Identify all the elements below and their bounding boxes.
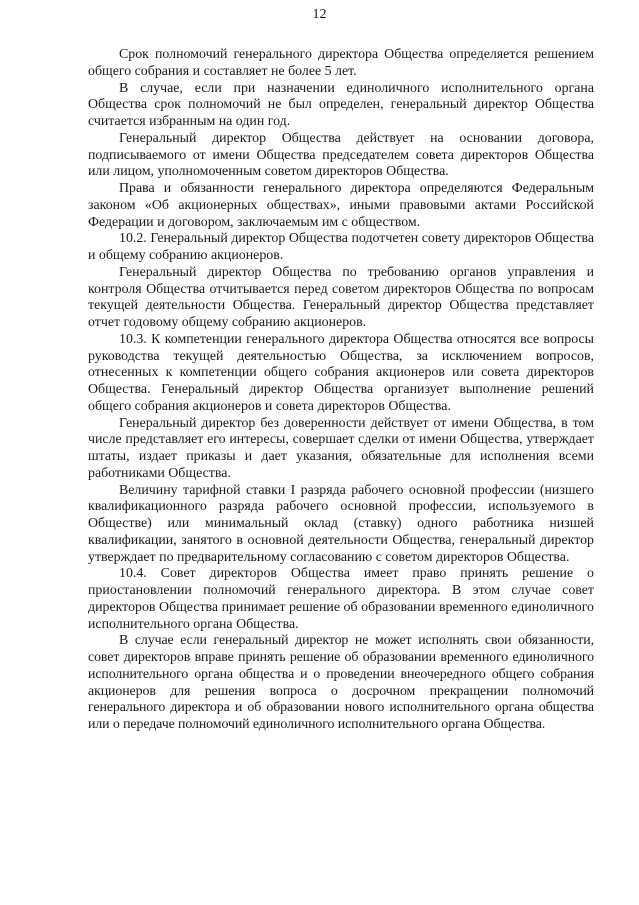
paragraph-rights-duties: Права и обязанности генерального директора определяются Федеральным законом «Об акционерных обществах», иными правовыми актами Российской Федерации и договором, заключаемым им с обществом.	[88, 181, 594, 230]
paragraph-10-2: 10.2. Генеральный директор Общества подотчетен совету директоров Общества и общему собранию акционеров.	[88, 231, 594, 263]
paragraph-10-4: 10.4. Совет директоров Общества имеет право принять решение о приостановлении полномочий генерального директора. В этом случае совет директоров Общества принимает решение об образовании временного единоличного исполнительного органа Общества.	[88, 566, 594, 632]
paragraph-temporary-body: В случае если генеральный директор не может исполнять свои обязанности, совет директоров вправе принять решение об образовании временного единоличного исполнительного органа общества и о проведении внеочередного общего собрания акционеров для решения вопроса о досрочном прекращении полномочий генерального директора и об образовании нового исполнительного органа общества или о передаче полномочий единоличного исполнительного органа Общества.	[88, 633, 594, 732]
page-number: 12	[312, 7, 327, 22]
paragraph-reporting: Генеральный директор Общества по требованию органов управления и контроля Общества отчитывается перед советом директоров Общества по вопросам текущей деятельности Общества. Генеральный директор Общества представляет отчет годовому общему собранию акционеров.	[88, 264, 594, 330]
paragraph-term-of-office: Срок полномочий генерального директора Общества определяется решением общего собрания и составляет не более 5 лет.	[88, 47, 594, 79]
paragraph-acts-without-proxy: Генеральный директор без доверенности действует от имени Общества, в том числе представляет его интересы, совершает сделки от имени Общества, утверждает штаты, издает приказы и дает указания, обязательные для исполнения всеми работниками Общества.	[88, 415, 594, 481]
document-body	[88, 47, 594, 734]
paragraph-10-3: 10.3. К компетенции генерального директора Общества относятся все вопросы руководства текущей деятельностью Общества, за исключением вопросов, отнесенных к компетенции общего собрания акционеров или совета директоров Общества. Генеральный директор Общества организует выполнение решений общего собрания акционеров и совета директоров Общества.	[88, 331, 594, 414]
paragraph-contract-basis: Генеральный директор Общества действует на основании договора, подписываемого от имени Общества председателем совета директоров Общества или лицом, уполномоченным советом директоров Общества.	[88, 130, 594, 180]
paragraph-undefined-term: В случае, если при назначении единоличного исполнительного органа Общества срок полномочий не был определен, генеральный директор Общества считается избранным на один год.	[88, 80, 594, 129]
paragraph-tariff-rate: Величину тарифной ставки I разряда рабочего основной профессии (низшего квалификационного разряда рабочего основной профессии, используемого в Обществе) или минимальный оклад (ставку) одного работника низшей квалификации, занятого в основной деятельности Общества, генеральный директор утверждает по предварительному согласованию с советом директоров Общества.	[88, 482, 594, 565]
